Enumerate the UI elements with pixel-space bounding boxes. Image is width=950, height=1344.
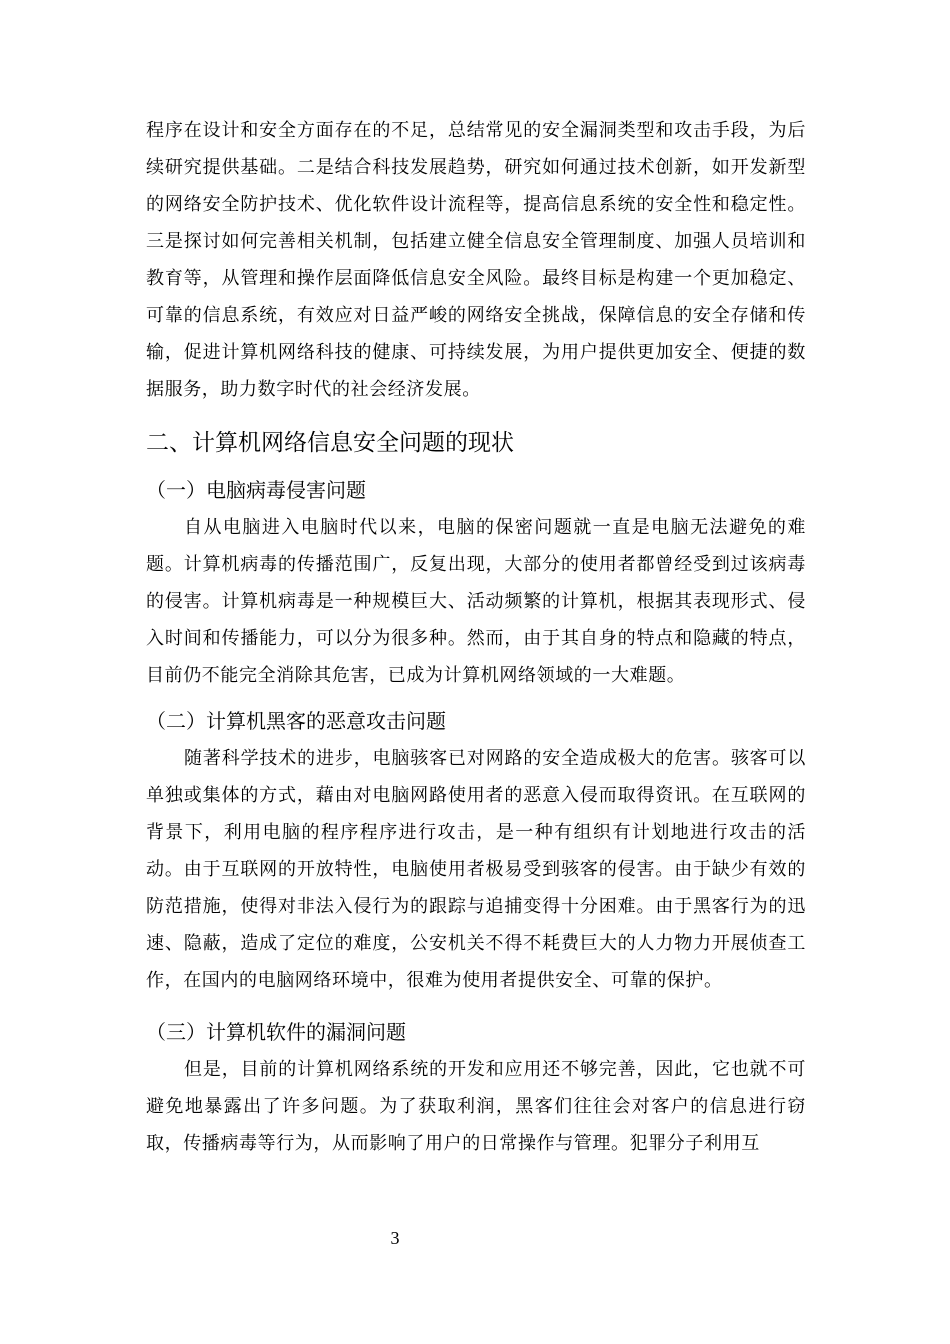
subsection-body-3: 但是，目前的计算机网络系统的开发和应用还不够完善，因此，它也就不可避免地暴露出了许多问题。为了获取利润，黑客们往往会对客户的信息进行窃取，传播病毒等行为，从而影响了用户的日常操作与管理。犯罪分子利用互 (146, 1059, 806, 1154)
subsection-heading-3: （三）计算机软件的漏洞问题 (146, 1020, 406, 1044)
section-heading: 二、计算机网络信息安全问题的现状 (146, 430, 514, 456)
page-number: 3 (390, 1228, 400, 1248)
page-content (146, 112, 806, 1162)
subsection-body-2: 随著科学技术的进步，电脑骇客已对网路的安全造成极大的危害。骇客可以单独或集体的方式，藉由对电脑网路使用者的恶意入侵而取得资讯。在互联网的背景下，利用电脑的程序程序进行攻击，是一种有组织有计划地进行攻击的活动。由于互联网的开放特性，电脑使用者极易受到骇客的侵害。由于缺少有效的防范措施，使得对非法入侵行为的跟踪与追捕变得十分困难。由于黑客行为的迅速、隐蔽，造成了定位的难度，公安机关不得不耗费巨大的人力物力开展侦查工作，在国内的电脑网络环境中，很难为使用者提供安全、可靠的保护。 (146, 748, 806, 991)
subsection-heading-1: （一）电脑病毒侵害问题 (146, 478, 366, 502)
subsection-body-1: 自从电脑进入电脑时代以来，电脑的保密问题就一直是电脑无法避免的难题。计算机病毒的传播范围广，反复出现，大部分的使用者都曾经受到过该病毒的侵害。计算机病毒是一种规模巨大、活动频繁的计算机，根据其表现形式、侵入时间和传播能力，可以分为很多种。然而，由于其自身的特点和隐藏的特点，目前仍不能完全消除其危害，已成为计算机网络领域的一大难题。 (146, 517, 806, 686)
subsection-heading-2: （二）计算机黑客的恶意攻击问题 (146, 709, 446, 733)
continuation-paragraph: 程序在设计和安全方面存在的不足，总结常见的安全漏洞类型和攻击手段，为后续研究提供基础。二是结合科技发展趋势，研究如何通过技术创新，如开发新型的网络安全防护技术、优化软件设计流程等，提高信息系统的安全性和稳定性。三是探讨如何完善相关机制，包括建立健全信息安全管理制度、加强人员培训和教育等，从管理和操作层面降低信息安全风险。最终目标是构建一个更加稳定、可靠的信息系统，有效应对日益严峻的网络安全挑战，保障信息的安全存储和传输，促进计算机网络科技的健康、可持续发展，为用户提供更加安全、便捷的数据服务，助力数字时代的社会经济发展。 (146, 120, 806, 400)
